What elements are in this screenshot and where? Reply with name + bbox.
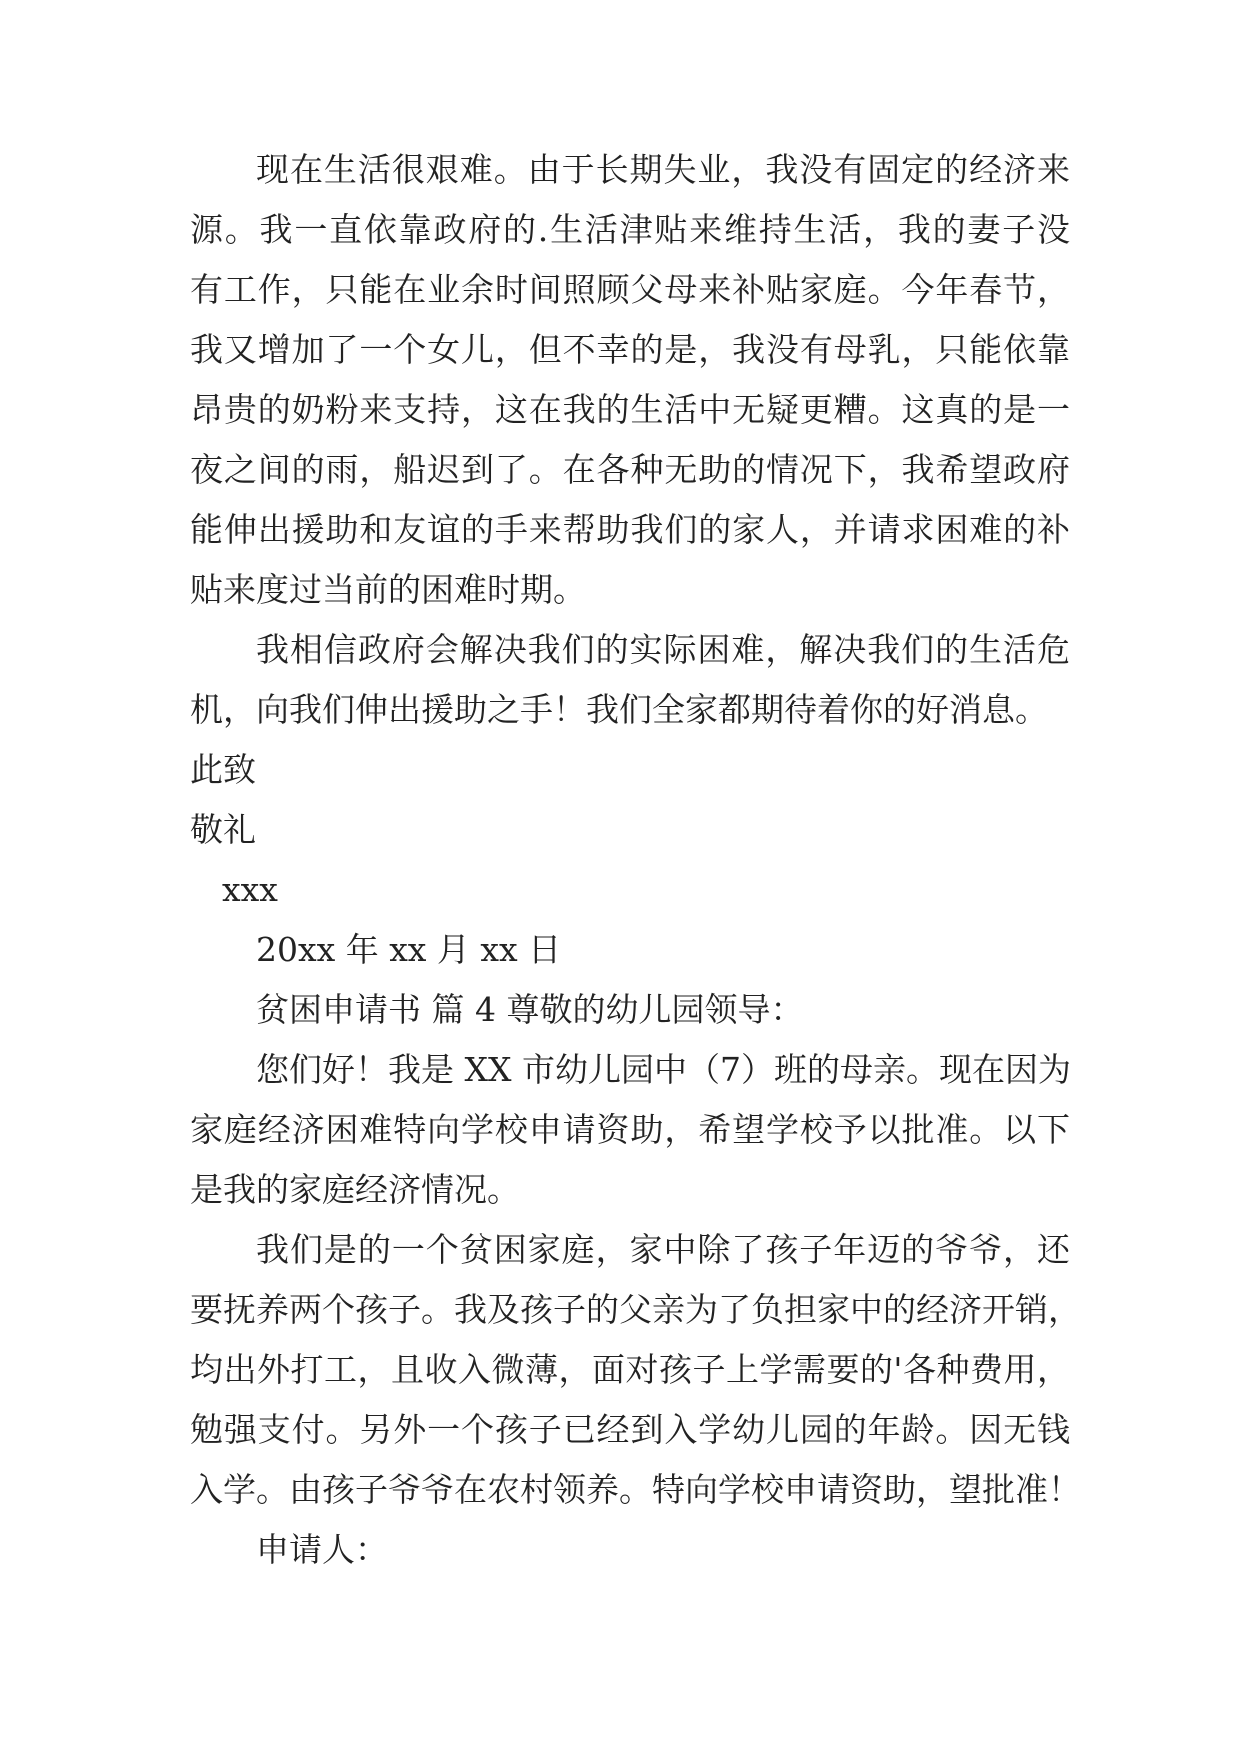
signature: xxx: [222, 870, 278, 909]
text-line: 机，向我们伸出援助之手！我们全家都期待着你的好消息。: [190, 690, 1048, 729]
letter2-paragraph2: [190, 1220, 1081, 1520]
document-page: [190, 140, 1081, 1580]
text-line: 有工作，只能在业余时间照顾父母来补贴家庭。今年春节，: [190, 270, 1070, 309]
text-line: 要抚养两个孩子。我及孩子的父亲为了负担家中的经济开销，: [190, 1290, 1081, 1329]
letter1-paragraph2: [190, 620, 1070, 740]
text-line: 贴来度过当前的困难时期。: [190, 570, 586, 609]
text-line: 我们是的一个贫困家庭，家中除了孩子年迈的爷爷，还: [256, 1230, 1070, 1269]
letter1-paragraph1: [190, 140, 1070, 620]
applicant-label: 申请人：: [256, 1530, 388, 1569]
text-line: 入学。由孩子爷爷在农村领养。特向学校申请资助，望批准！: [190, 1470, 1081, 1509]
closing-line-1: 此致: [190, 750, 256, 789]
text-line: 勉强支付。另外一个孩子已经到入学幼儿园的年龄。因无钱: [190, 1410, 1070, 1449]
text-line: 能伸出援助和友谊的手来帮助我们的家人，并请求困难的补: [190, 510, 1070, 549]
text-line: 均出外打工，且收入微薄，面对孩子上学需要的'各种费用，: [190, 1350, 1070, 1389]
text-line: 是我的家庭经济情况。: [190, 1170, 520, 1209]
letter2-heading: 贫困申请书 篇 4 尊敬的幼儿园领导：: [256, 990, 804, 1029]
closing-line-2: 敬礼: [190, 810, 256, 849]
letter2-paragraph1: [190, 1040, 1070, 1220]
text-line: 您们好！我是 XX 市幼儿园中（7）班的母亲。现在因为: [256, 1050, 1071, 1089]
text-line: 我相信政府会解决我们的实际困难，解决我们的生活危: [256, 630, 1070, 669]
text-line: 现在生活很艰难。由于长期失业，我没有固定的经济来: [256, 150, 1070, 189]
date-line: 20xx 年 xx 月 xx 日: [256, 930, 562, 969]
text-line: 昂贵的奶粉来支持，这在我的生活中无疑更糟。这真的是一: [190, 390, 1070, 429]
text-line: 夜之间的雨，船迟到了。在各种无助的情况下，我希望政府: [190, 450, 1070, 489]
text-line: 家庭经济困难特向学校申请资助，希望学校予以批准。以下: [190, 1110, 1070, 1149]
text-line: 源。我一直依靠政府的.生活津贴来维持生活，我的妻子没: [190, 210, 1070, 249]
text-line: 我又增加了一个女儿，但不幸的是，我没有母乳，只能依靠: [190, 330, 1070, 369]
